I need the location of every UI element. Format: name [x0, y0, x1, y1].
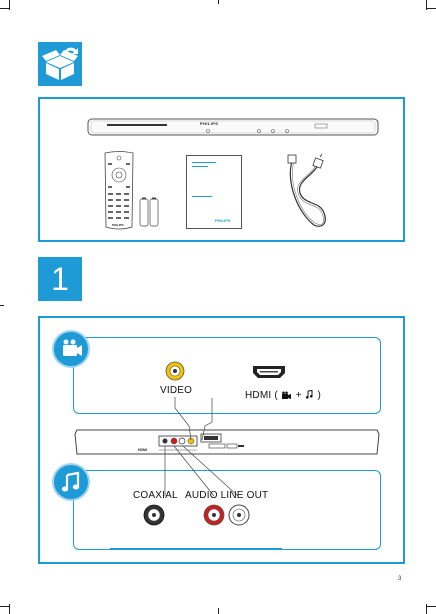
manual-line [192, 162, 216, 163]
power-cord-image [284, 153, 336, 231]
crop-mark [9, 0, 10, 10]
crop-mark [426, 0, 427, 10]
connection-panel [38, 316, 405, 564]
dvd-player-image [87, 117, 379, 137]
crop-mark [426, 8, 436, 9]
step-number-badge [38, 257, 82, 301]
manual-brand-text: PHILIPS [215, 218, 231, 223]
coaxial-jack [143, 504, 165, 526]
user-manual-image [186, 155, 242, 229]
step-number: 1 [51, 261, 69, 297]
manual-line [192, 166, 208, 167]
box-contents-icon [38, 42, 82, 86]
remote-brand-text: PHILIPS [112, 223, 124, 227]
remote-control-image [102, 151, 136, 231]
crop-mark [218, 608, 219, 614]
crop-mark [426, 606, 436, 607]
brand-text: PHILIPS [200, 121, 219, 126]
crop-mark [0, 305, 4, 306]
crop-mark [9, 604, 10, 614]
audio-right-jack [203, 504, 225, 526]
manual-line [192, 196, 212, 197]
hdmi-label-suffix: ) [317, 390, 322, 401]
plus-icon: + [295, 390, 302, 401]
audio-line-out-label: AUDIO LINE OUT [185, 490, 269, 501]
crop-mark [426, 604, 427, 614]
video-label: VIDEO [160, 385, 193, 396]
leader-lines [40, 318, 405, 564]
hdmi-label: HDMI ( [245, 390, 278, 401]
page-number: 3 [398, 576, 402, 582]
audio-left-jack [228, 504, 250, 526]
box-contents-panel [38, 97, 405, 242]
crop-mark [218, 0, 219, 4]
rear-panel-text: HDMI [138, 448, 147, 452]
batteries-image [139, 197, 159, 227]
coaxial-label: COAXIAL [133, 490, 178, 501]
